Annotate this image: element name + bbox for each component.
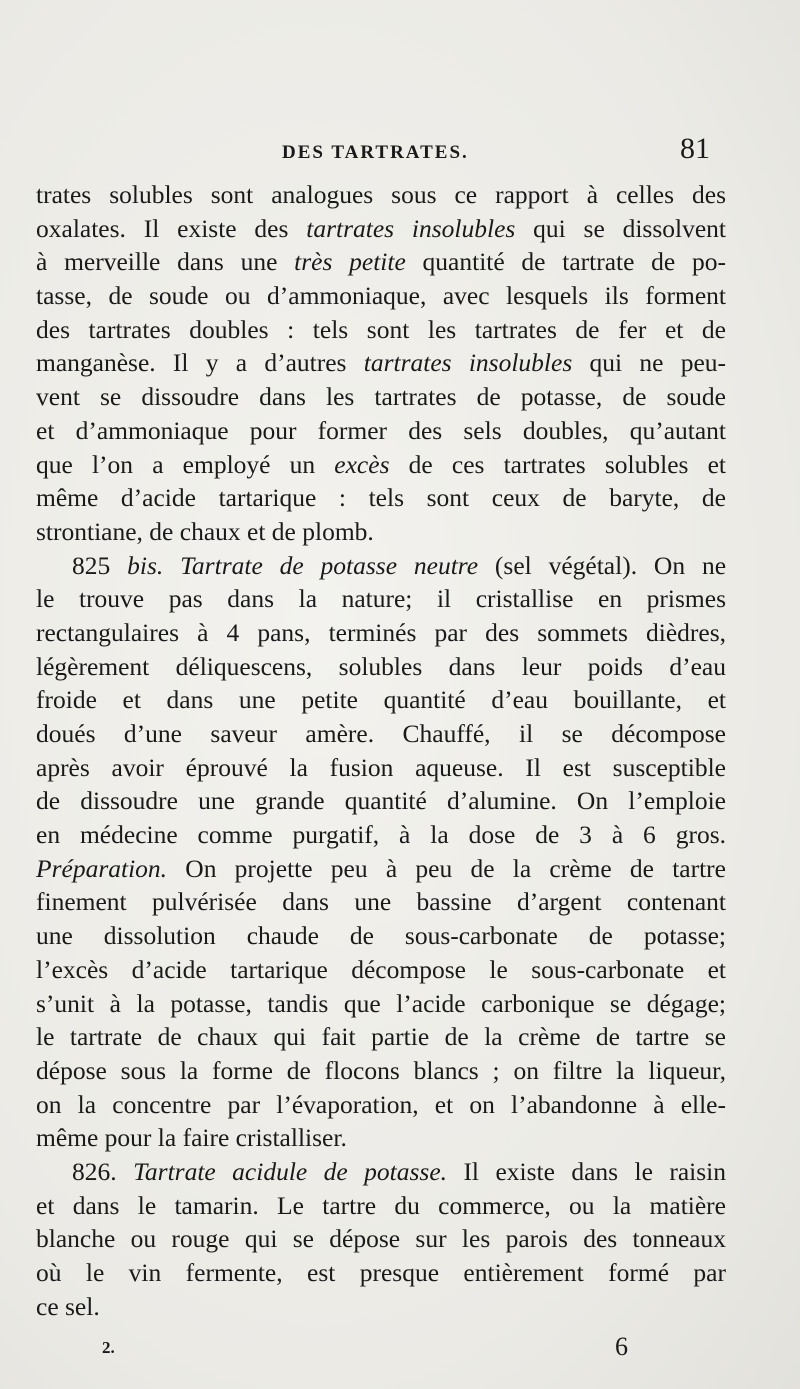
text-line [36, 852, 726, 886]
text-line [36, 346, 726, 380]
text-segment: dépose sous la forme de flocons blancs ; on filtre la liqueur, [36, 1055, 726, 1085]
text-segment: le trouve pas dans la nature; il cristallise en prismes [36, 584, 726, 614]
text-line [36, 683, 726, 717]
text-line [36, 1256, 726, 1290]
italic-text: Tartrate acidule de potasse. [133, 1156, 448, 1186]
text-line [36, 279, 726, 313]
body-text [36, 178, 726, 1323]
text-line [36, 818, 726, 852]
text-segment: strontiane, de chaux et de plomb. [36, 516, 374, 546]
text-segment: trates solubles sont analogues sous ce rapport à celles des [36, 180, 726, 209]
text-line [36, 953, 726, 987]
text-segment: Il existe dans le raisin [447, 1156, 726, 1186]
text-segment: légèrement déliquescens, solubles dans leur poids d’eau [36, 651, 726, 681]
text-segment: vent se dissoudre dans les tartrates de potasse, de soude [36, 382, 726, 412]
text-line [36, 481, 726, 515]
text-segment: en médecine comme purgatif, à la dose de 3 à 6 gros. [36, 820, 726, 850]
text-segment: s’unit à la potasse, tandis que l’acide carbonique se dégage; [36, 988, 726, 1018]
text-segment: rectangulaires à 4 pans, terminés par des sommets dièdres, [36, 617, 726, 647]
signature-mark: 2. [102, 1338, 115, 1357]
text-line [36, 987, 726, 1021]
italic-text: bis. Tartrate de potasse neutre [127, 550, 479, 580]
text-line [36, 380, 726, 414]
text-segment: 826. [72, 1156, 134, 1186]
text-segment: le tartrate de chaux qui fait partie de la crème de tartre se [36, 1022, 726, 1052]
text-line [36, 717, 726, 751]
text-line [36, 1121, 726, 1155]
italic-text: excès [334, 449, 390, 479]
text-segment: après avoir éprouvé la fusion aqueuse. Il est susceptible [36, 752, 726, 782]
text-line [36, 1290, 726, 1324]
text-segment: 825 [72, 550, 128, 580]
text-line [36, 616, 726, 650]
text-line [36, 448, 726, 482]
text-line [36, 784, 726, 818]
text-line [36, 1054, 726, 1088]
running-title: DES TARTRATES. [282, 142, 469, 163]
text-segment: ce sel. [36, 1291, 100, 1321]
italic-text: tartrates insolubles [363, 348, 573, 378]
text-line [36, 1222, 726, 1256]
text-line [36, 313, 726, 347]
text-line [36, 1189, 726, 1223]
text-line [36, 549, 726, 583]
text-segment: qui ne peu- [572, 348, 727, 378]
folio-number: 6 [615, 1332, 628, 1361]
text-line [36, 885, 726, 919]
page-header [0, 128, 800, 168]
text-segment: de ces tartrates solubles et [389, 449, 726, 479]
text-segment: à merveille dans une [36, 247, 295, 277]
text-line [36, 245, 726, 279]
text-line [36, 751, 726, 785]
text-line [36, 1155, 726, 1189]
text-segment: que l’on a employé un [36, 449, 335, 479]
text-line [36, 178, 726, 212]
text-line [36, 650, 726, 684]
text-segment: manganèse. Il y a d’autres [36, 348, 364, 378]
text-line [36, 212, 726, 246]
italic-text: très petite [294, 247, 406, 277]
text-segment: blanche ou rouge qui se dépose sur les parois des tonneaux [36, 1224, 726, 1254]
text-line [36, 582, 726, 616]
text-segment: finement pulvérisée dans une bassine d’argent contenant [36, 887, 726, 917]
text-line [36, 414, 726, 448]
text-segment: (sel végétal). On ne [478, 550, 727, 580]
text-segment: où le vin fermente, est presque entièrement formé par [36, 1258, 726, 1287]
text-segment: qui se dissolvent [515, 213, 726, 243]
text-segment: On projette peu à peu de la crème de tartre [167, 853, 726, 883]
page-footer [0, 1330, 800, 1370]
text-segment: une dissolution chaude de sous-carbonate de potasse; [36, 921, 726, 951]
text-line [36, 919, 726, 953]
text-segment: et d’ammoniaque pour former des sels doubles, qu’autant [36, 415, 726, 445]
text-line [36, 1088, 726, 1122]
text-segment: on la concentre par l’évaporation, et on l’abandonne à elle- [36, 1089, 726, 1119]
text-segment: des tartrates doubles : tels sont les tartrates de fer et de [36, 314, 726, 344]
text-segment: même d’acide tartarique : tels sont ceux de baryte, de [36, 483, 726, 513]
text-segment: oxalates. Il existe des [36, 213, 307, 243]
italic-text: Préparation. [36, 853, 168, 883]
text-line [36, 515, 726, 549]
text-segment: doués d’une saveur amère. Chauffé, il se décompose [36, 719, 726, 748]
text-segment: et dans le tamarin. Le tartre du commerce, ou la matière [36, 1190, 726, 1220]
text-segment: tasse, de soude ou d’ammoniaque, avec lesquels ils forment [36, 281, 726, 311]
text-segment: même pour la faire cristalliser. [36, 1123, 347, 1153]
text-segment: de dissoudre une grande quantité d’alumine. On l’emploie [36, 786, 726, 816]
text-segment: froide et dans une petite quantité d’eau bouillante, et [36, 685, 726, 715]
text-segment: l’excès d’acide tartarique décompose le sous-carbonate et [36, 954, 726, 984]
text-line [36, 1020, 726, 1054]
italic-text: tartrates insolubles [306, 213, 516, 243]
text-segment: quantité de tartrate de po- [405, 247, 726, 277]
page-number: 81 [680, 132, 710, 165]
